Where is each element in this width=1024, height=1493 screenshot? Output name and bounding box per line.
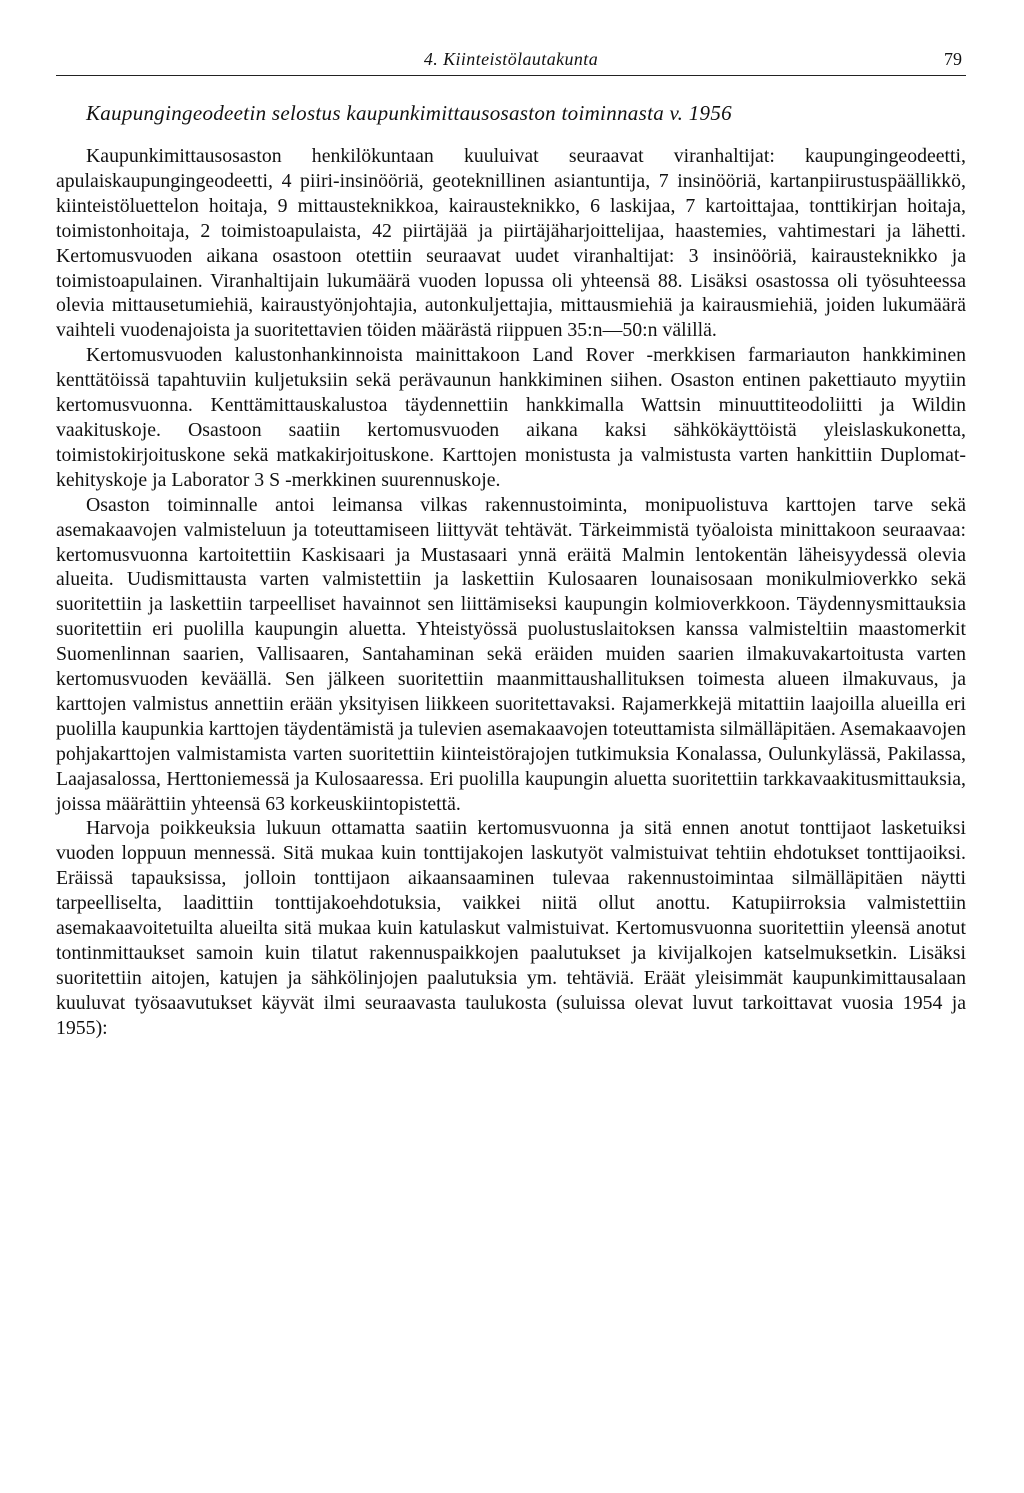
running-head bbox=[56, 0, 966, 76]
paragraph-staff: Kaupunkimittausosaston henkilökuntaan kuuluivat seuraavat viranhaltijat: kaupungingeodeetti, apulaiskaupungingeodeetti, 4 piiri-insinööriä, geoteknillinen asiantuntija, 7 insinööriä, kartanpiirustuspäällikkö, kiinteistöluettelon hoitaja, 9 mittausteknikkoa, kairausteknikko, 6 laskijaa, 7 kartoittajaa, tonttikirjan hoitaja, toimistonhoitaja, 2 toimistoapulaista, 42 piirtäjää ja piirtäjäharjoittelijaa, haastemies, vahtimestari ja lähetti. Kertomusvuoden aikana osastoon otettiin seuraavat uudet viranhaltijat: 3 insinööriä, kairausteknikko ja toimistoapulainen. Viranhaltijain lukumäärä vuoden lopussa oli yhteensä 88. Lisäksi osastossa oli työsuhteessa olevia mittausetumiehiä, kairaustyönjohtajia, autonkuljettajia, mittausmiehiä ja kairausmiehiä, joiden lukumäärä vaihteli vuodenajoista ja suoritettavien töiden määrästä riippuen 35:n—50:n välillä. bbox=[56, 145, 966, 342]
paragraph-activities: Osaston toiminnalle antoi leimansa vilkas rakennustoiminta, monipuolistuva karttojen tarve sekä asemakaavojen valmisteluun ja toteuttamiseen liittyvät tehtävät. Tärkeimmistä työaloista minittakoon seuraavaa: kertomusvuonna kartoitettiin Kaskisaari ja Mustasaari ynnä eräitä Malmin lentokentän läheisyydessä olevia alueita. Uudismittausta varten valmistettiin ja laskettiin Kulosaaren lounaisosaan monikulmioverkko sekä suoritettiin ja laskettiin tarpeelliset havainnot sen liittämiseksi kaupungin kolmioverkkoon. Täydennysmittauksia suoritettiin eri puolilla kaupungin aluetta. Yhteistyössä puolustuslaitoksen kanssa valmisteltiin maastomerkit Suomenlinnan saarien, Vallisaaren, Santahaminan sekä eräiden muiden saarien ilmakuvakartoitusta varten kertomusvuoden keväällä. Sen jälkeen suoritettiin maanmittaushallituksen toimesta alueen ilmakuvaus, ja karttojen valmistus annettiin erään yksityisen liikkeen suoritettavaksi. Rajamerkkejä mitattiin laajoilla alueilla eri puolilla kaupunkia karttojen täydentämistä ja tulevien asemakaavojen toteuttamista silmälläpitäen. Asemakaavojen pohjakarttojen valmistamista varten suoritettiin kiinteistörajojen tutkimuksia Konalassa, Oulunkylässä, Pakilassa, Laajasalossa, Herttoniemessä ja Kulosaaressa. Eri puolilla kaupungin aluetta suoritettiin tarkkavaakitusmittauksia, joissa määrättiin yhteensä 63 korkeuskiintopistettä. bbox=[56, 493, 966, 815]
paragraph-plot-divisions: Harvoja poikkeuksia lukuun ottamatta saatiin kertomusvuonna ja sitä ennen anotut tonttijaot lasketuiksi vuoden loppuun mennessä. Sitä mukaa kuin tonttijakojen laskutyöt valmistuivat tehtiin ehdotukset tonttijaoiksi. Eräissä tapauksissa, jolloin tonttijaon aikaansaaminen tulevaa rakennustoimintaa silmälläpitäen näytti tarpeelliselta, laadittiin tonttijakoehdotuksia, vaikkei niitä ollut anottu. Katupiirroksia valmistettiin asemakaavoitetuilta alueilta sitä mukaa kuin katulaskut valmistuivat. Kertomusvuonna suoritettiin yleensä anotut tontinmittaukset samoin kuin tilatut rakennuspaikkojen paalutukset ja kivijalkojen katselmuksetkin. Lisäksi suoritettiin aitojen, katujen ja sähkölinjojen paalutuksia ym. tehtäviä. Eräät yleisimmät kaupunkimittausalaan kuuluvat työsaavutukset käyvät ilmi seuraavasta taulukosta (suluissa olevat luvut tarkoittavat vuosia 1954 ja 1955): bbox=[56, 817, 966, 1039]
document-page bbox=[56, 0, 966, 1041]
running-head-title: 4. Kiinteistölautakunta bbox=[423, 49, 599, 69]
paragraph-equipment: Kertomusvuoden kalustonhankinnoista mainittakoon Land Rover -merkkisen farmariauton hankkiminen kenttätöissä tapahtuviin kuljetuksiin sekä perävaunun hankkiminen siihen. Osaston entinen pakettiauto myytiin kertomusvuonna. Kenttämittauskalustoa täydennettiin hankkimalla Wattsin minuuttiteodoliitti ja Wildin vaakituskoje. Osastoon saatiin kertomusvuoden aikana kaksi sähkökäyttöistä yleislaskukonetta, toimistokirjoituskone sekä matkakirjoituskone. Karttojen monistusta ja valmistusta varten hankittiin Duplomat-kehityskoje ja Laborator 3 S -merkkinen suurennuskoje. bbox=[56, 344, 966, 491]
section-heading: Kaupungingeodeetin selostus kaupunkimittausosaston toiminnasta v. 1956 bbox=[86, 101, 732, 125]
body-text bbox=[56, 144, 966, 1041]
page-number: 79 bbox=[944, 49, 962, 69]
